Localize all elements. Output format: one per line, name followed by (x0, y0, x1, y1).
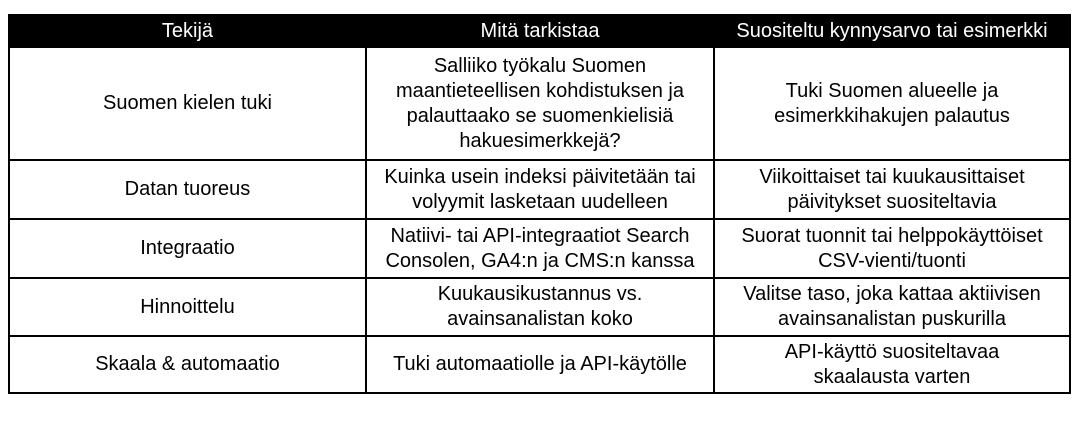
header-threshold: Suositeltu kynnysarvo tai esimerkki (714, 15, 1070, 47)
cell-factor (9, 219, 366, 278)
cell-text-line: maantieteellisen kohdistuksen ja (396, 79, 684, 102)
table-row (9, 278, 1070, 336)
cell-check (366, 219, 714, 278)
cell-text-line: skaalausta varten (813, 365, 971, 388)
cell-factor (9, 336, 366, 393)
cell-text-line: Salliiko työkalu Suomen (433, 54, 647, 77)
header-check: Mitä tarkistaa (366, 15, 714, 47)
cell-threshold (714, 160, 1070, 219)
cell-text-line: volyymit lasketaan uudelleen (412, 190, 668, 213)
cell-threshold (714, 278, 1070, 336)
cell-text-line: päivitykset suositeltavia (787, 190, 997, 213)
table-row (9, 219, 1070, 278)
cell-factor (9, 160, 366, 219)
table-row (9, 47, 1070, 160)
cell-text-line: Viikoittaiset tai kuukausittaiset (759, 165, 1025, 188)
cell-check (366, 278, 714, 336)
header-factor: Tekijä (9, 15, 366, 47)
cell-text-line: Skaala & automaatio (95, 353, 280, 375)
cell-text-line: API-käyttö suositeltavaa (784, 340, 1000, 363)
cell-text-line: Suomen kielen tuki (103, 92, 272, 114)
cell-threshold (714, 47, 1070, 160)
cell-text-line: avainsanalistan koko (447, 308, 633, 330)
cell-text-line: Tuki Suomen alueelle ja (785, 79, 999, 102)
cell-text-line: Hinnoittelu (140, 295, 235, 318)
comparison-table (8, 14, 1071, 394)
cell-threshold (714, 336, 1070, 393)
cell-text-line: hakuesimerkkejä? (459, 129, 621, 152)
cell-check (366, 336, 714, 393)
cell-text-line: Kuinka usein indeksi päivitetään tai (384, 165, 696, 188)
cell-check (366, 160, 714, 219)
cell-text-line: Suorat tuonnit tai helppokäyttöiset (741, 224, 1043, 247)
header-row (9, 15, 1070, 47)
cell-text-line: CSV-vienti/tuonti (818, 249, 966, 272)
cell-text-line: Integraatio (140, 237, 235, 259)
cell-text-line: esimerkkihakujen palautus (774, 104, 1010, 127)
cell-text-line: palauttaako se suomenkielisiä (406, 104, 674, 127)
cell-text-line: Kuukausikustannus vs. (437, 283, 643, 305)
cell-factor (9, 278, 366, 336)
cell-factor (9, 47, 366, 160)
cell-text-line: Valitse taso, joka kattaa aktiivisen (743, 283, 1041, 305)
cell-text-line: Datan tuoreus (124, 178, 251, 200)
table-row (9, 336, 1070, 393)
cell-threshold (714, 219, 1070, 278)
cell-text-line: Tuki automaatiolle ja API-käytölle (393, 353, 687, 375)
cell-text-line: Natiivi- tai API-integraatiot Search (390, 224, 690, 247)
table-row (9, 160, 1070, 219)
cell-text-line: Consolen, GA4:n ja CMS:n kanssa (385, 249, 695, 272)
cell-check (366, 47, 714, 160)
cell-text-line: avainsanalistan puskurilla (778, 308, 1006, 330)
